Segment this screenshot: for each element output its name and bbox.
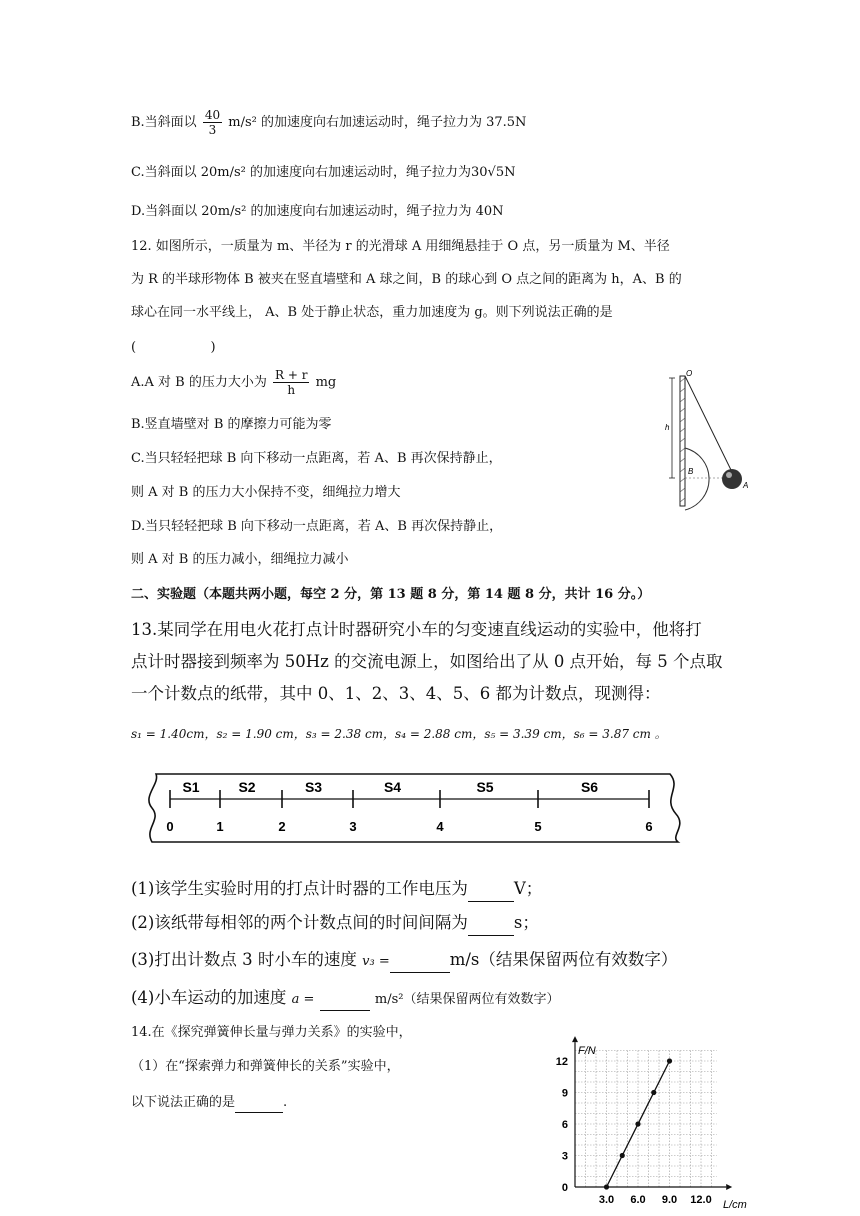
x-tick-label: 6.0 <box>630 1194 646 1206</box>
answer-blank-q14[interactable] <box>235 1094 283 1113</box>
q12-answer-paren: ( ) <box>131 340 216 355</box>
tape-point-label: 1 <box>216 819 224 834</box>
rope <box>685 376 732 472</box>
y-tick-label: 6 <box>561 1119 568 1131</box>
x-tick-label: 3.0 <box>598 1194 615 1206</box>
y-tick-label: 0 <box>561 1182 568 1194</box>
q12-option-c-line1: C.当只轻轻把球 B 向下移动一点距离，若 A、B 再次保持静止， <box>131 451 502 466</box>
hemisphere-b <box>685 448 709 510</box>
q12-option-d-line2: 则 A 对 B 的压力减小，细绳拉力减小 <box>131 552 349 567</box>
tape-point-label: 5 <box>534 819 542 834</box>
q13-part2: (2)该纸带每相邻的两个计数点间的时间间隔为 s； <box>131 911 539 936</box>
label-b: B <box>688 467 694 476</box>
label-o: O <box>686 369 693 378</box>
q14-stem-line3: 以下说法正确的是 . <box>131 1094 287 1113</box>
data-point <box>604 1184 609 1189</box>
q11-option-c: C.当斜面以 20m/s² 的加速度向右加速运动时，绳子拉力为30√5N <box>131 165 516 180</box>
q14-stem-line2: （1）在“探索弹力和弹簧伸长的关系”实验中， <box>131 1059 400 1074</box>
q13-measurements: s₁ = 1.40cm，s₂ = 1.90 cm，s₃ = 2.38 cm，s₄ = 2.88 cm，s₅ = 3.39 cm，s₆ = 3.87 cm 。 <box>131 727 667 741</box>
chart-axes <box>572 1036 732 1190</box>
y-tick-label: 9 <box>561 1087 568 1100</box>
q12-option-b: B.竖直墙壁对 B 的摩擦力可能为零 <box>131 417 332 432</box>
q12-stem-line2: 为 R 的半球形物体 B 被夹在竖直墙壁和 A 球之间，B 的球心到 O 点之间的距离为 h，A、B 的 <box>131 272 682 287</box>
q13-stem-line3: 一个计数点的纸带，其中 0、1、2、3、4、5、6 都为计数点，现测得： <box>131 684 661 703</box>
chart-ylabel: F/N <box>578 1045 596 1057</box>
paper-tape <box>149 774 680 842</box>
wall <box>680 376 685 506</box>
answer-blank-1[interactable] <box>468 877 514 902</box>
tape-segment-label: S6 <box>580 779 599 795</box>
tape-point-label: 6 <box>645 819 653 834</box>
q14-stem-line1: 14.在《探究弹簧伸长量与弹力关系》的实验中， <box>131 1025 412 1040</box>
tape-segment-label: S4 <box>383 779 402 795</box>
data-point <box>620 1153 625 1158</box>
answer-blank-2[interactable] <box>468 911 514 936</box>
answer-blank-3[interactable] <box>390 948 450 973</box>
force-length-chart <box>545 1036 760 1216</box>
data-point <box>635 1121 640 1126</box>
q13-part1: (1)该学生实验时用的打点计时器的工作电压为 V； <box>131 877 542 902</box>
q12-figure <box>660 368 760 513</box>
q12-a-fraction: $\frac{R + r}{h}$ <box>275 368 308 397</box>
data-point <box>667 1058 672 1063</box>
data-point <box>651 1090 656 1095</box>
q11-option-b: B.当斜面以 $\frac{40}{3}$ m/s² 的加速度向右加速运动时，绳子拉力为 37.5N <box>131 108 527 137</box>
label-a: A <box>743 481 749 490</box>
tape-segment-label: S2 <box>238 779 256 795</box>
q13-part4: (4)小车运动的加速度 a = m/s²（结果保留两位有效数字） <box>131 986 560 1012</box>
q12-option-c-line2: 则 A 对 B 的压力大小保持不变，细绳拉力增大 <box>131 485 401 500</box>
y-tick-label: 12 <box>555 1056 568 1068</box>
q13-stem-line2: 点计时器接到频率为 50Hz 的交流电源上，如图给出了从 0 点开始，每 5 个点取 <box>131 652 723 671</box>
x-tick-label: 12.0 <box>690 1194 712 1206</box>
q11-option-d: D.当斜面以 20m/s² 的加速度向右加速运动时，绳子拉力为 40N <box>131 204 504 219</box>
ball-a <box>722 469 742 489</box>
tape-segment-label: S5 <box>476 779 494 795</box>
tape-point-label: 2 <box>278 819 286 834</box>
tape-segment-label: S3 <box>304 779 323 795</box>
x-tick-label: 9.0 <box>661 1194 678 1206</box>
answer-blank-4[interactable] <box>320 986 370 1011</box>
q11-b-fraction: $\frac{40}{3}$ <box>204 108 221 137</box>
q12-option-a: A.A 对 B 的压力大小为 $\frac{R + r}{h}$ mg <box>131 368 337 397</box>
tape-point-label: 4 <box>436 819 444 834</box>
y-tick-label: 3 <box>561 1150 568 1163</box>
tape-point-label: 0 <box>166 819 174 834</box>
chart-xlabel: L/cm <box>723 1199 747 1211</box>
chart-grid <box>575 1051 717 1188</box>
q12-stem-line3: 球心在同一水平线上， A、B 处于静止状态，重力加速度为 g。则下列说法正确的是 <box>131 305 613 320</box>
chart-ticks <box>556 1056 712 1206</box>
q12-stem-line1: 12. 如图所示，一质量为 m、半径为 r 的光滑球 A 用细绳悬挂于 O 点，另一质量为 M、半径 <box>131 239 670 254</box>
section-heading: 二、实验题（本题共两小题，每空 2 分，第 13 题 8 分，第 14 题 8 分，共计 16 分。） <box>131 587 651 602</box>
q12-option-d-line1: D.当只轻轻把球 B 向下移动一点距离，若 A、B 再次保持静止， <box>131 519 503 534</box>
q13-stem-line1: 13.某同学在用电火花打点计时器研究小车的匀变速直线运动的实验中，他将打 <box>131 620 702 639</box>
q13-part3: (3)打出计数点 3 时小车的速度 v₃ = m/s（结果保留两位有效数字） <box>131 948 677 974</box>
tape-point-label: 3 <box>349 819 357 834</box>
tape-segment-label: S1 <box>182 779 200 795</box>
paper-tape-figure <box>142 768 687 848</box>
label-h: h <box>665 423 670 432</box>
